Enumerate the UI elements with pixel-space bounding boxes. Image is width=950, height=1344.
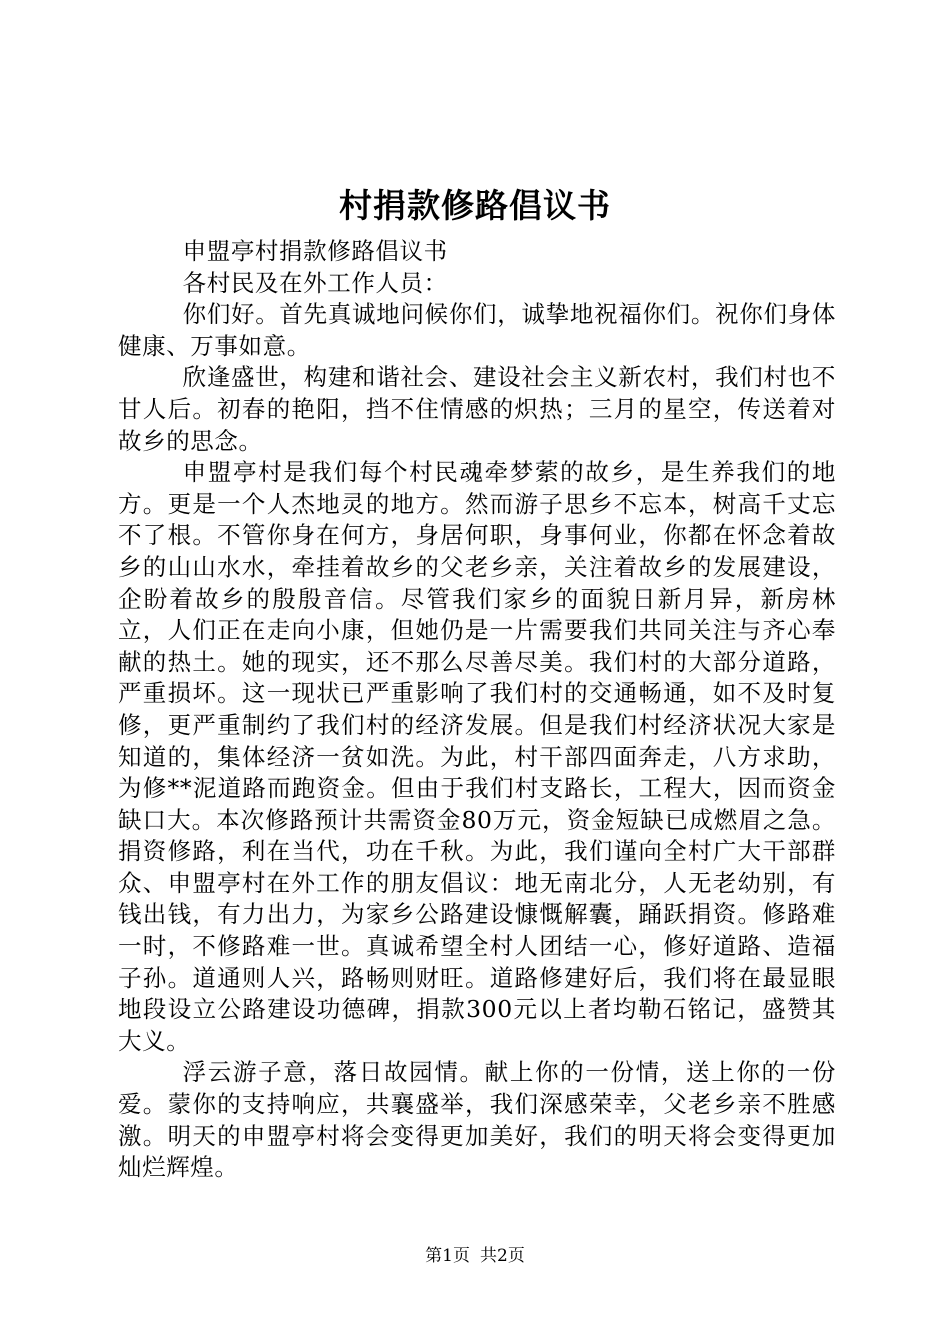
greeting-paragraph: 你们好。首先真诚地问候你们，诚挚地祝福你们。祝你们身体健康、万事如意。 bbox=[118, 300, 836, 360]
document-body bbox=[118, 236, 836, 1184]
document-title: 村捐款修路倡议书 bbox=[339, 186, 611, 225]
letter-heading: 申盟亭村捐款修路倡议书 bbox=[182, 237, 448, 265]
intro-paragraph: 欣逢盛世，构建和谐社会、建设社会主义新农村，我们村也不甘人后。初春的艳阳，挡不住情感的炽热；三月的星空，传送着对故乡的思念。 bbox=[118, 363, 836, 455]
main-paragraph: 申盟亭村是我们每个村民魂牵梦萦的故乡，是生养我们的地方。更是一个人杰地灵的地方。然而游子思乡不忘本，树高千丈忘不了根。不管你身在何方，身居何职，身事何业，你都在怀念着故乡的山山水水，牵挂着故乡的父老乡亲，关注着故乡的发展建设，企盼着故乡的殷殷音信。尽管我们家乡的面貌日新月异，新房林立，人们正在走向小康，但她仍是一片需要我们共同关注与齐心奉献的热土。她的现实，还不那么尽善尽美。我们村的大部分道路，严重损坏。这一现状已严重影响了我们村的交通畅通，如不及时复修，更严重制约了我们村的经济发展。但是我们村经济状况大家是知道的，集体经济一贫如洗。为此，村干部四面奔走，八方求助，为修**泥道路而跑资金。但由于我们村支路长，工程大，因而资金缺口大。本次修路预计共需资金80万元，资金短缺已成燃眉之急。捐资修路，利在当代，功在千秋。为此，我们谨向全村广大干部群众、申盟亭村在外工作的朋友倡议：地无南北分，人无老幼别，有钱出钱，有力出力，为家乡公路建设慷慨解囊，踊跃捐资。修路难一时，不修路难一世。真诚希望全村人团结一心，修好道路、造福子孙。道通则人兴，路畅则财旺。道路修建好后，我们将在最显眼地段设立公路建设功德碑，捐款300元以上者均勒石铭记，盛赞其大义。 bbox=[118, 458, 836, 1055]
salutation: 各村民及在外工作人员： bbox=[182, 268, 448, 297]
closing-paragraph: 浮云游子意，落日故园情。献上你的一份情，送上你的一份爱。蒙你的支持响应，共襄盛举，我们深感荣幸，父老乡亲不胜感激。明天的申盟亭村将会变得更加美好，我们的明天将会变得更加灿烂辉煌。 bbox=[118, 1058, 836, 1182]
page-total: 共2页 bbox=[480, 1246, 525, 1266]
page-footer bbox=[0, 1244, 950, 1268]
page-number: 第1页 bbox=[425, 1246, 470, 1266]
